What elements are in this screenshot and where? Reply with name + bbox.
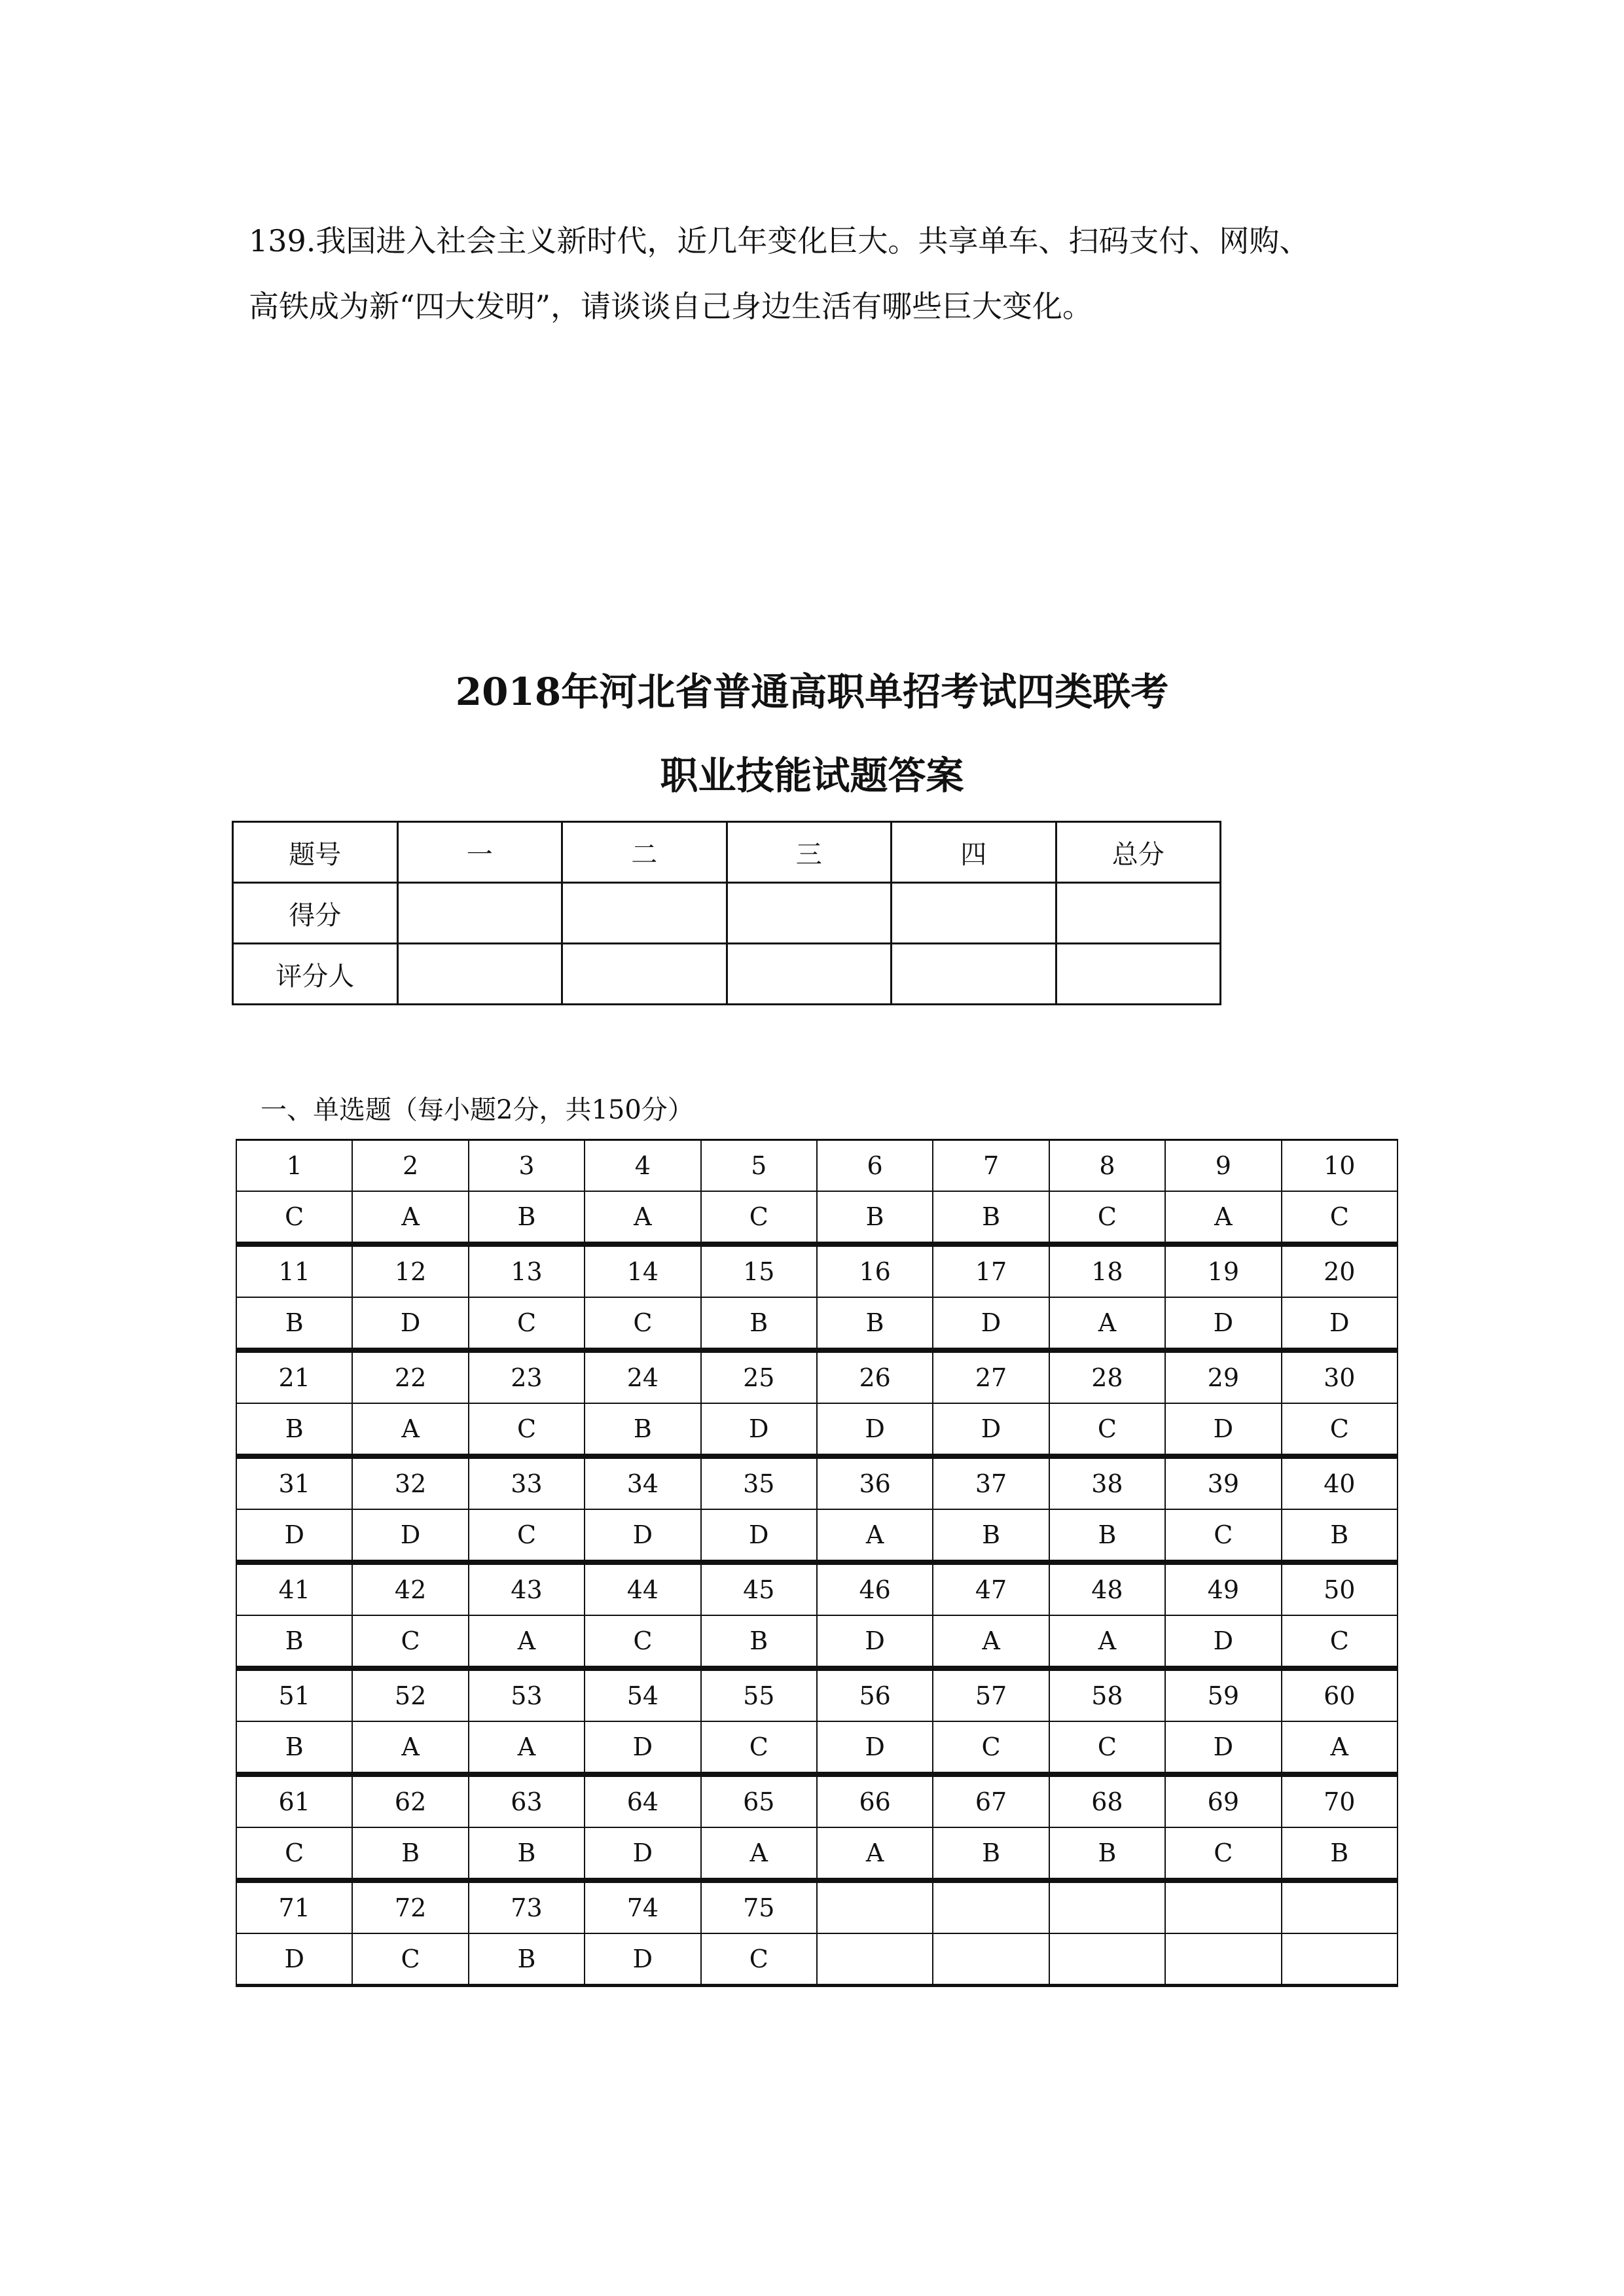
answer-cell: D [1282, 1297, 1398, 1350]
grader-cell [727, 944, 892, 1005]
answer-cell: D [585, 1509, 700, 1562]
question-number-cell: 24 [585, 1352, 700, 1404]
question-number-cell: 56 [817, 1670, 933, 1722]
answer-cell: B [933, 1827, 1049, 1880]
answer-cell: C [352, 1615, 468, 1668]
answer-cell: D [817, 1721, 933, 1774]
score-table [232, 821, 1221, 1005]
answer-cell: D [1165, 1721, 1281, 1774]
question-line-1: 139.我国进入社会主义新时代，近几年变化巨大。共享单车、扫码支付、网购、 [249, 223, 1310, 259]
answer-row [236, 1191, 1398, 1244]
question-number-cell [1049, 1882, 1165, 1934]
question-number-cell: 28 [1049, 1352, 1165, 1404]
answer-block [236, 1351, 1398, 1457]
question-number-cell: 22 [352, 1352, 468, 1404]
question-number-cell: 61 [236, 1776, 352, 1828]
grader-cell [1056, 944, 1221, 1005]
answer-cell: C [352, 1933, 468, 1986]
question-number-cell: 21 [236, 1352, 352, 1404]
question-number-cell: 3 [469, 1140, 585, 1192]
score-cell [397, 883, 562, 944]
answer-cell: A [1049, 1615, 1165, 1668]
answer-cell: D [352, 1297, 468, 1350]
question-number-cell: 10 [1282, 1140, 1398, 1192]
question-number-cell: 13 [469, 1246, 585, 1298]
answer-cell: A [817, 1827, 933, 1880]
answer-cell: B [236, 1297, 352, 1350]
answer-cell: C [701, 1191, 817, 1244]
question-line-2: 高铁成为新“四大发明”，请谈谈自己身边生活有哪些巨大变化。 [249, 289, 1093, 324]
question-number-row [236, 1352, 1398, 1404]
question-number-cell: 32 [352, 1458, 468, 1510]
question-number-cell: 7 [933, 1140, 1049, 1192]
question-number-cell: 57 [933, 1670, 1049, 1722]
answer-cell: C [469, 1509, 585, 1562]
question-number-cell: 48 [1049, 1564, 1165, 1616]
answer-cell: D [352, 1509, 468, 1562]
answer-cell: B [1282, 1827, 1398, 1880]
question-number-cell: 52 [352, 1670, 468, 1722]
answer-cell: C [585, 1297, 700, 1350]
answer-cell: A [352, 1191, 468, 1244]
question-number-cell: 4 [585, 1140, 700, 1192]
answer-row [236, 1509, 1398, 1562]
answer-row [236, 1721, 1398, 1774]
question-number-cell: 46 [817, 1564, 933, 1616]
answer-block [236, 1457, 1398, 1563]
answer-cell: B [933, 1191, 1049, 1244]
answer-cell [1282, 1933, 1398, 1986]
question-number-cell: 34 [585, 1458, 700, 1510]
answer-cell: A [352, 1403, 468, 1456]
question-number-cell: 29 [1165, 1352, 1281, 1404]
answer-cell: A [817, 1509, 933, 1562]
question-number-cell: 26 [817, 1352, 933, 1404]
question-number-cell: 40 [1282, 1458, 1398, 1510]
question-number-cell: 17 [933, 1246, 1049, 1298]
question-number-cell: 67 [933, 1776, 1049, 1828]
answer-cell: C [585, 1615, 700, 1668]
answer-cell: B [236, 1403, 352, 1456]
question-number-cell: 16 [817, 1246, 933, 1298]
answer-block [236, 1669, 1398, 1775]
question-number-row [236, 1564, 1398, 1616]
question-number-cell: 45 [701, 1564, 817, 1616]
question-number-cell: 68 [1049, 1776, 1165, 1828]
answer-cell: D [933, 1403, 1049, 1456]
answer-cell: C [1282, 1403, 1398, 1456]
question-number-cell: 12 [352, 1246, 468, 1298]
question-number-cell: 65 [701, 1776, 817, 1828]
answer-cell: C [701, 1933, 817, 1986]
question-number-cell: 71 [236, 1882, 352, 1934]
answer-key [236, 1139, 1398, 1987]
question-number-cell: 36 [817, 1458, 933, 1510]
question-number-row [236, 1670, 1398, 1722]
question-number-cell: 69 [1165, 1776, 1281, 1828]
answer-cell: C [1165, 1827, 1281, 1880]
question-number-row [236, 1458, 1398, 1510]
question-number-cell: 51 [236, 1670, 352, 1722]
question-number-cell: 66 [817, 1776, 933, 1828]
question-number-cell: 72 [352, 1882, 468, 1934]
question-number-cell: 47 [933, 1564, 1049, 1616]
question-number-row [236, 1246, 1398, 1298]
answer-row [236, 1827, 1398, 1880]
question-number-cell: 9 [1165, 1140, 1281, 1192]
question-number-cell: 31 [236, 1458, 352, 1510]
question-number-cell: 11 [236, 1246, 352, 1298]
question-number-cell: 14 [585, 1246, 700, 1298]
answer-cell [1165, 1933, 1281, 1986]
score-row [233, 883, 1221, 944]
question-number-cell: 63 [469, 1776, 585, 1828]
grader-row-label: 评分人 [233, 944, 398, 1005]
question-number-cell: 43 [469, 1564, 585, 1616]
answer-cell: B [1282, 1509, 1398, 1562]
answer-row [236, 1297, 1398, 1350]
question-number-cell: 70 [1282, 1776, 1398, 1828]
question-number-cell [1165, 1882, 1281, 1934]
question-number-cell: 41 [236, 1564, 352, 1616]
question-number-cell: 20 [1282, 1246, 1398, 1298]
answer-cell: D [1165, 1615, 1281, 1668]
answer-cell: D [585, 1721, 700, 1774]
question-number-cell: 58 [1049, 1670, 1165, 1722]
question-number-cell: 6 [817, 1140, 933, 1192]
answer-cell: A [1282, 1721, 1398, 1774]
answer-cell: C [1282, 1615, 1398, 1668]
question-number-cell: 2 [352, 1140, 468, 1192]
question-number-cell: 27 [933, 1352, 1049, 1404]
answer-block [236, 1775, 1398, 1881]
question-number-cell: 33 [469, 1458, 585, 1510]
question-number-row [236, 1140, 1398, 1192]
score-header-cell: 二 [562, 822, 727, 883]
question-number-cell: 74 [585, 1882, 700, 1934]
question-number-cell: 30 [1282, 1352, 1398, 1404]
answer-cell: C [236, 1191, 352, 1244]
question-number-cell: 18 [1049, 1246, 1165, 1298]
question-number-cell: 55 [701, 1670, 817, 1722]
score-row-label: 得分 [233, 883, 398, 944]
answer-cell: D [701, 1509, 817, 1562]
answer-cell: C [469, 1403, 585, 1456]
answer-cell: C [1049, 1721, 1165, 1774]
answer-cell: D [236, 1509, 352, 1562]
answer-cell [933, 1933, 1049, 1986]
grader-cell [892, 944, 1056, 1005]
question-number-cell: 39 [1165, 1458, 1281, 1510]
answer-cell: D [585, 1827, 700, 1880]
answer-row [236, 1615, 1398, 1668]
answer-cell: A [469, 1615, 585, 1668]
answer-cell: D [701, 1403, 817, 1456]
answer-cell [817, 1933, 933, 1986]
answer-cell: C [236, 1827, 352, 1880]
question-number-cell: 37 [933, 1458, 1049, 1510]
question-number-cell: 38 [1049, 1458, 1165, 1510]
question-number-cell: 35 [701, 1458, 817, 1510]
question-number-cell: 54 [585, 1670, 700, 1722]
answer-cell: B [1049, 1509, 1165, 1562]
answer-cell: C [1282, 1191, 1398, 1244]
score-header-cell: 三 [727, 822, 892, 883]
answer-block [236, 1245, 1398, 1351]
answer-cell: B [817, 1191, 933, 1244]
answer-cell: D [817, 1403, 933, 1456]
answer-cell: B [352, 1827, 468, 1880]
question-number-row [236, 1882, 1398, 1934]
question-number-cell: 53 [469, 1670, 585, 1722]
answer-cell: A [1049, 1297, 1165, 1350]
question-number-cell: 23 [469, 1352, 585, 1404]
question-number-cell: 64 [585, 1776, 700, 1828]
score-header-cell: 题号 [233, 822, 398, 883]
score-cell [562, 883, 727, 944]
answer-cell: B [701, 1297, 817, 1350]
question-number-cell [1282, 1882, 1398, 1934]
answer-cell: C [1049, 1191, 1165, 1244]
answer-cell [1049, 1933, 1165, 1986]
grader-row [233, 944, 1221, 1005]
question-number-cell: 62 [352, 1776, 468, 1828]
answer-cell: A [933, 1615, 1049, 1668]
answer-cell: B [236, 1615, 352, 1668]
answer-cell: A [1165, 1191, 1281, 1244]
answer-cell: B [1049, 1827, 1165, 1880]
answer-cell: B [701, 1615, 817, 1668]
question-number-cell: 44 [585, 1564, 700, 1616]
score-cell [892, 883, 1056, 944]
question-number-cell: 50 [1282, 1564, 1398, 1616]
score-header-cell: 四 [892, 822, 1056, 883]
answer-cell: C [469, 1297, 585, 1350]
question-number-cell: 8 [1049, 1140, 1165, 1192]
answer-cell: D [236, 1933, 352, 1986]
question-number-cell [933, 1882, 1049, 1934]
answer-cell: B [469, 1933, 585, 1986]
answer-cell: C [701, 1721, 817, 1774]
grader-cell [562, 944, 727, 1005]
answer-row [236, 1403, 1398, 1456]
answer-cell: A [585, 1191, 700, 1244]
answer-cell: C [1165, 1509, 1281, 1562]
answer-cell: A [352, 1721, 468, 1774]
answer-cell: D [585, 1933, 700, 1986]
answer-cell: A [701, 1827, 817, 1880]
score-table-header-row [233, 822, 1221, 883]
answer-block [236, 1563, 1398, 1669]
answer-cell: B [933, 1509, 1049, 1562]
answer-cell: D [817, 1615, 933, 1668]
question-number-cell: 15 [701, 1246, 817, 1298]
question-number-cell: 5 [701, 1140, 817, 1192]
answer-block [236, 1139, 1398, 1245]
question-number-cell: 25 [701, 1352, 817, 1404]
question-number-cell: 1 [236, 1140, 352, 1192]
score-cell [727, 883, 892, 944]
question-number-cell: 42 [352, 1564, 468, 1616]
question-number-cell: 73 [469, 1882, 585, 1934]
answer-cell: B [469, 1191, 585, 1244]
answer-row [236, 1933, 1398, 1986]
grader-cell [397, 944, 562, 1005]
answer-cell: C [933, 1721, 1049, 1774]
answer-cell: B [236, 1721, 352, 1774]
answer-cell: D [1165, 1297, 1281, 1350]
question-number-cell: 60 [1282, 1670, 1398, 1722]
document-subtitle: 职业技能试题答案 [660, 753, 964, 798]
answer-cell: B [585, 1403, 700, 1456]
answer-cell: C [1049, 1403, 1165, 1456]
answer-cell: B [469, 1827, 585, 1880]
question-number-cell: 75 [701, 1882, 817, 1934]
answer-cell: B [817, 1297, 933, 1350]
score-header-cell: 一 [397, 822, 562, 883]
question-139 [249, 208, 1401, 339]
section-heading: 一、单选题（每小题2分，共150分） [261, 1095, 694, 1125]
answer-block [236, 1881, 1398, 1987]
question-number-row [236, 1776, 1398, 1828]
answer-cell: A [469, 1721, 585, 1774]
question-number-cell [817, 1882, 933, 1934]
answer-cell: D [1165, 1403, 1281, 1456]
score-cell [1056, 883, 1221, 944]
document-title: 2018年河北省普通高职单招考试四类联考 [455, 670, 1169, 714]
question-number-cell: 59 [1165, 1670, 1281, 1722]
score-header-cell: 总分 [1056, 822, 1221, 883]
answer-cell: D [933, 1297, 1049, 1350]
question-number-cell: 49 [1165, 1564, 1281, 1616]
question-number-cell: 19 [1165, 1246, 1281, 1298]
